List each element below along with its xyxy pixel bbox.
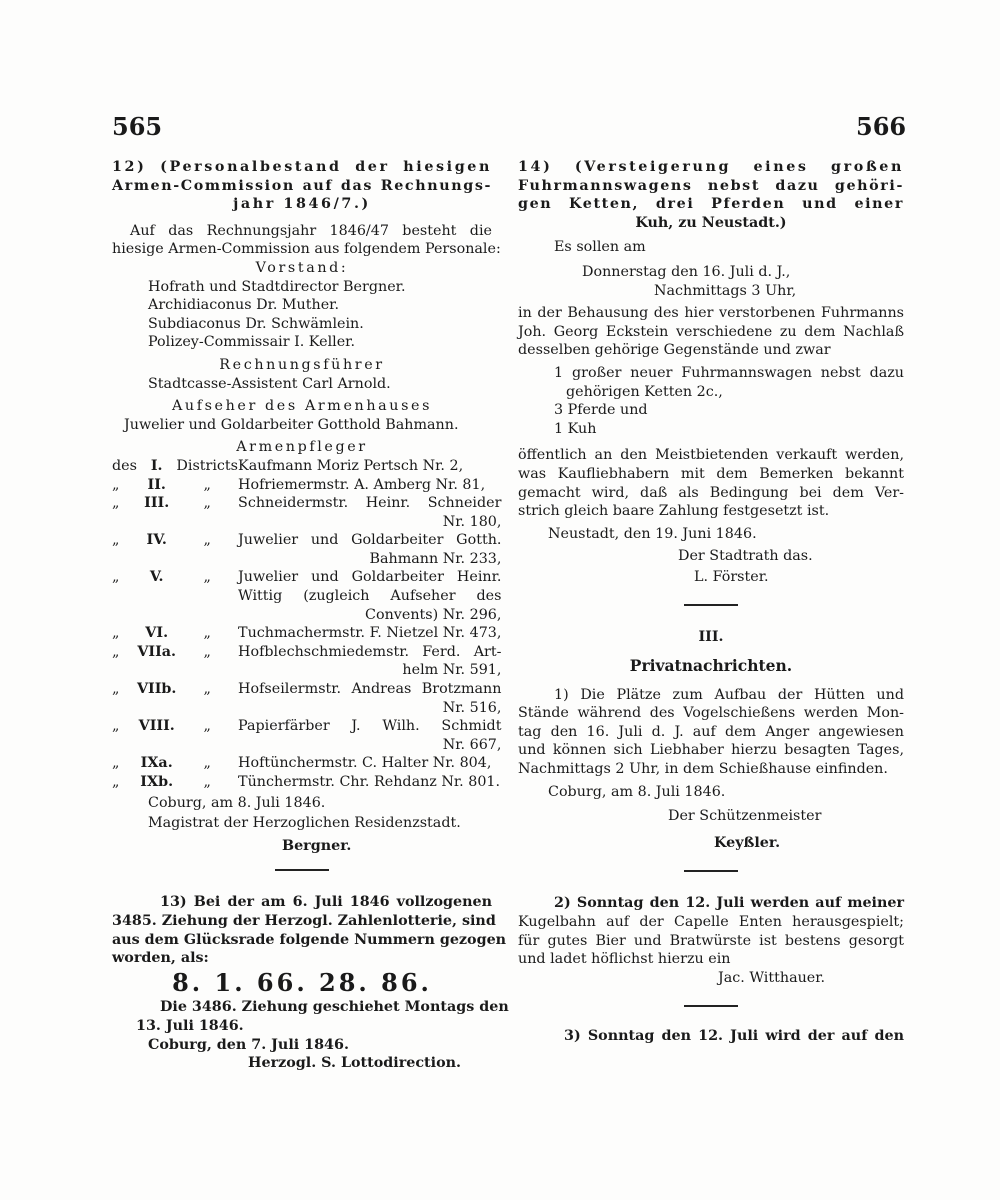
pfleger-district-number: IXa. xyxy=(140,755,173,772)
pfleger-district-number: V. xyxy=(149,569,164,586)
vorstand-list xyxy=(112,278,492,352)
pfleger-name-line: Hofblechschmiedemstr. Ferd. Art- xyxy=(238,643,502,660)
aufseher-person: Juwelier und Goldarbeiter Gotthold Bahmann. xyxy=(124,416,459,433)
left-column xyxy=(112,158,509,1073)
pfleger-name-line: Nr. 180, xyxy=(442,513,502,530)
notice-14-date: Neustadt, den 19. Juni 1846. xyxy=(548,525,757,542)
pfleger-prefix: „ xyxy=(112,495,120,512)
pfleger-name xyxy=(238,717,501,754)
pfleger-ditto: „ xyxy=(203,625,211,642)
notice-13-signer: Herzogl. S. Lottodirection. xyxy=(248,1055,461,1072)
vorstand-heading: Vorstand: xyxy=(255,259,349,276)
pfleger-district-number: VIII. xyxy=(138,718,175,735)
pfleger-district-number: IXb. xyxy=(140,774,174,790)
pfleger-name-line: Kaufmann Moriz Pertsch Nr. 2, xyxy=(238,457,464,474)
item-line: 1 großer neuer Fuhrmannswagen nebst dazu xyxy=(554,364,904,381)
notice-13-next-line: 13. Juli 1846. xyxy=(136,1017,244,1034)
notice-14-title-line: 14) (Versteigerung eines großen xyxy=(518,159,904,175)
private-notice-1 xyxy=(518,686,904,853)
pfleger-district-number: VI. xyxy=(145,625,169,642)
pfleger-row xyxy=(112,754,501,773)
pfleger-row xyxy=(112,531,501,568)
notice-13-text-line: aus dem Glücksrade folgende Nummern gezogen xyxy=(112,931,507,948)
rechnung-person: Stadtcasse-Assistent Carl Arnold. xyxy=(148,375,391,392)
pfleger-ditto: „ xyxy=(203,495,211,512)
pfleger-prefix: „ xyxy=(112,476,120,493)
p1-text-line: tag den 16. Juli d. J. auf dem Anger angewiesen xyxy=(518,723,904,740)
notice-14-body-line: in der Behausung des hier verstorbenen Fuhrmanns xyxy=(518,305,904,322)
pfleger-district-number: IV. xyxy=(146,532,167,549)
pfleger-ditto: „ xyxy=(203,755,211,772)
p1-signer: Der Schützenmeister xyxy=(668,808,822,825)
pfleger-name-line: Nr. 516, xyxy=(442,699,502,716)
p1-text-line: Stände während des Vogelschießens werden Mon- xyxy=(518,705,904,722)
pfleger-name xyxy=(238,568,501,624)
pfleger-name-line: Juwelier und Goldarbeiter Heinr. xyxy=(238,569,502,586)
pfleger-prefix: „ xyxy=(112,755,120,772)
notice-12-title-line: Armen-Commission auf das Rechnungs- xyxy=(112,177,492,194)
notice-14-body2-line: strich gleich baare Zahlung festgesetzt ist. xyxy=(518,503,830,520)
notice-14-body2-line: öffentlich an den Meistbietenden verkauft werden, xyxy=(518,447,904,464)
notice-12-intro-line: Auf das Rechnungsjahr 1846/47 besteht die xyxy=(130,222,492,239)
notice-14-signer: Der Stadtrath das. xyxy=(678,548,813,565)
notice-13-date: Coburg, den 7. Juli 1846. xyxy=(148,1036,349,1053)
notice-13-next-line: Die 3486. Ziehung geschiehet Montags den xyxy=(160,999,509,1016)
p1-signature: Keyßler. xyxy=(714,834,781,851)
pfleger-prefix: „ xyxy=(112,625,120,642)
notice-12-signer: Magistrat der Herzoglichen Residenzstadt. xyxy=(148,815,461,832)
section-title: Privatnachrichten. xyxy=(629,656,793,676)
pfleger-name xyxy=(238,457,501,476)
pfleger-name-line: Tünchermstr. Chr. Rehdanz Nr. 801. xyxy=(238,774,501,790)
notice-14-title-line: gen Ketten, drei Pferden und einer xyxy=(518,196,904,213)
pfleger-prefix: des xyxy=(112,457,137,474)
page-number-left: 565 xyxy=(112,112,163,141)
pfleger-name-line: Wittig (zugleich Aufseher des xyxy=(238,588,502,605)
rechnung-heading: Rechnungsführer xyxy=(219,356,385,373)
pfleger-name xyxy=(238,531,501,568)
pfleger-prefix: „ xyxy=(112,681,120,698)
pfleger-prefix: „ xyxy=(112,643,120,660)
pfleger-row xyxy=(112,680,501,717)
notice-14-when: Nachmittags 3 Uhr, xyxy=(654,282,797,299)
pfleger-name-line: Nr. 667, xyxy=(442,736,502,753)
p2-signer: Jac. Witthauer. xyxy=(718,969,826,986)
pfleger-ditto: „ xyxy=(203,774,211,790)
pfleger-name xyxy=(238,754,501,773)
vorstand-member: Hofrath und Stadtdirector Bergner. xyxy=(148,278,406,295)
private-notice-2 xyxy=(518,894,904,987)
pfleger-ditto: „ xyxy=(203,681,211,698)
pfleger-ditto: „ xyxy=(203,643,211,660)
pfleger-row xyxy=(112,643,501,680)
pfleger-ditto: Districts xyxy=(176,457,239,474)
pfleger-district-number: II. xyxy=(147,476,166,493)
pfleger-name-line: Papierfärber J. Wilh. Schmidt xyxy=(238,718,502,735)
pfleger-name-line: Hoftünchermstr. C. Halter Nr. 804, xyxy=(238,755,492,772)
item-line: gehörigen Ketten 2c., xyxy=(566,383,723,400)
pfleger-name xyxy=(238,476,501,495)
pfleger-name xyxy=(238,494,501,531)
pfleger-ditto: „ xyxy=(203,532,211,549)
pfleger-name-line: helm Nr. 591, xyxy=(402,662,502,679)
notice-12-signature: Bergner. xyxy=(282,837,352,854)
pfleger-name xyxy=(238,643,501,680)
pfleger-name-line: Tuchmachermstr. F. Nietzel Nr. 473, xyxy=(238,625,502,642)
notice-14-body2-line: gemacht wird, daß als Bedingung bei dem Ver- xyxy=(518,484,904,501)
notice-14-when: Donnerstag den 16. Juli d. J., xyxy=(582,263,791,280)
notice-12-title-line: 12) (Personalbestand der hiesigen xyxy=(112,159,492,175)
pfleger-row xyxy=(112,568,501,624)
pfleger-prefix: „ xyxy=(112,532,120,549)
pfleger-district-number: III. xyxy=(144,495,170,512)
pfleger-name xyxy=(238,680,501,717)
section-numeral: III. xyxy=(698,629,724,646)
vorstand-member: Polizey-Commissair I. Keller. xyxy=(148,334,355,351)
notice-14-signature: L. Förster. xyxy=(694,568,769,585)
notice-14-body-line: desselben gehörige Gegenstände und zwar xyxy=(518,342,831,359)
pfleger-prefix: „ xyxy=(112,718,120,735)
pfleger-prefix: „ xyxy=(112,774,120,790)
notice-12-intro-line: hiesige Armen-Commission aus folgendem Personale: xyxy=(112,241,501,258)
pfleger-name-line: Bahmann Nr. 233, xyxy=(369,550,502,567)
p2-text-line: Kugelbahn auf der Capelle Enten herausgespielt; xyxy=(518,914,904,930)
pfleger-district-number: VIIb. xyxy=(136,681,177,698)
item-line: 3 Pferde und xyxy=(554,402,648,419)
notice-13 xyxy=(112,893,509,1072)
pfleger-name-line: Hofseilermstr. Andreas Brotzmann xyxy=(238,681,502,698)
p2-text-line: für gutes Bier und Bratwürste ist bestens gesorgt xyxy=(518,932,904,949)
pfleger-heading: Armenpfleger xyxy=(236,439,368,456)
pfleger-row xyxy=(112,773,501,792)
notice-14-title-line: Fuhrmannswagens nebst dazu gehöri- xyxy=(518,177,904,194)
pfleger-table xyxy=(112,457,501,792)
pfleger-row xyxy=(112,476,501,495)
pfleger-ditto: „ xyxy=(203,718,211,735)
notice-13-text-line: 3485. Ziehung der Herzogl. Zahlenlotterie, sind xyxy=(112,912,496,929)
right-column xyxy=(518,158,904,1046)
p1-text-line: Nachmittags 2 Uhr, in dem Schießhause einfinden. xyxy=(518,761,888,778)
p1-text-line: 1) Die Plätze zum Aufbau der Hütten und xyxy=(554,686,904,703)
private-notice-3 xyxy=(518,1027,904,1046)
pfleger-row xyxy=(112,717,501,754)
notice-14 xyxy=(518,158,904,586)
pfleger-ditto: „ xyxy=(203,476,211,493)
pfleger-name-line: Schneidermstr. Heinr. Schneider xyxy=(238,495,502,512)
pfleger-ditto: „ xyxy=(203,569,211,586)
pfleger-row xyxy=(112,494,501,531)
pfleger-name xyxy=(238,624,501,643)
notice-13-text-line: 13) Bei der am 6. Juli 1846 vollzogenen xyxy=(160,894,492,911)
notice-14-intro: Es sollen am xyxy=(554,239,646,256)
pfleger-row xyxy=(112,457,501,476)
pfleger-prefix: „ xyxy=(112,569,120,586)
item-line: 1 Kuh xyxy=(554,420,597,437)
pfleger-name-line: Hofriemermstr. A. Amberg Nr. 81, xyxy=(238,476,486,493)
lottery-numbers: 8. 1. 66. 28. 86. xyxy=(172,967,432,997)
p1-date: Coburg, am 8. Juli 1846. xyxy=(548,783,726,800)
notice-12 xyxy=(112,158,502,855)
aufseher-heading: Aufseher des Armenhauses xyxy=(171,398,433,415)
pfleger-district-number: VIIa. xyxy=(137,643,177,660)
pfleger-name-line: Convents) Nr. 296, xyxy=(365,606,502,623)
p2-text-line: 2) Sonntag den 12. Juli werden auf meiner xyxy=(554,895,904,912)
p1-text-line: und können sich Liebhaber hierzu besagten Tages, xyxy=(518,742,904,759)
pfleger-name-line: Juwelier und Goldarbeiter Gotth. xyxy=(238,532,502,549)
p2-text-line: und ladet höflichst hierzu ein xyxy=(518,951,731,968)
notice-13-text-line: worden, als: xyxy=(112,950,209,967)
page-number-right: 566 xyxy=(856,112,907,141)
notice-12-date: Coburg, am 8. Juli 1846. xyxy=(148,794,326,811)
notice-12-title-line: jahr 1846/7.) xyxy=(233,196,371,213)
pfleger-row xyxy=(112,624,501,643)
notice-14-items xyxy=(518,364,904,438)
notice-14-body2-line: was Kaufliebhabern mit dem Bemerken bekannt xyxy=(518,465,904,482)
vorstand-member: Subdiaconus Dr. Schwämlein. xyxy=(148,315,364,332)
pfleger-district-number: I. xyxy=(150,457,163,474)
p3-text-line: 3) Sonntag den 12. Juli wird der auf den xyxy=(564,1028,904,1045)
notice-14-title-line: Kuh, zu Neustadt.) xyxy=(635,214,787,231)
vorstand-member: Archidiaconus Dr. Muther. xyxy=(148,297,339,314)
pfleger-name xyxy=(238,773,501,792)
notice-14-body-line: Joh. Georg Eckstein verschiedene zu dem Nachlaß xyxy=(518,323,904,340)
